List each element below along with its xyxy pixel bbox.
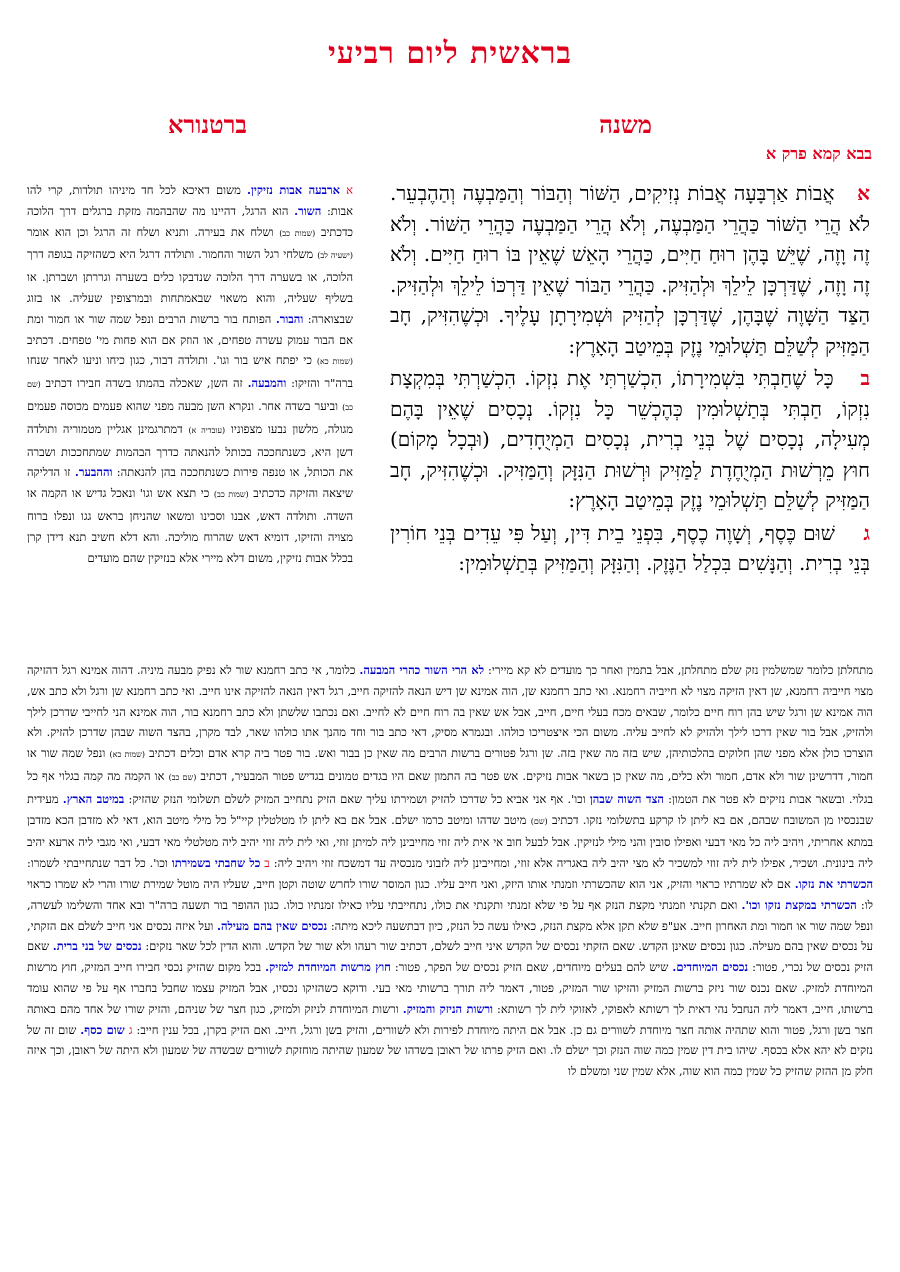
commentary-text: הפותח בור ברשות הרבים ונפל שמה שור או חמור ומת אם הבור עמוק עשרה טפחים, או הוזק אם הוא פחות מי' טפחים. דכתיב xyxy=(27,311,353,347)
commentary-text: שאם הזיק נכסים של נכרי, פטור: xyxy=(27,939,873,975)
commentary-text: כלומר, אי כתב רחמנא שור לא נפיק מבעה מיניה. דהוה אמינא רגל דהזיקה מצוי חייביה רחמנא, שן דאין הזיקה מצוי לא חייביה רחמנא. ואי כתב רחמנא שן, הוה אמינא שן דיש הנאה להזיקה חייב, רגל דאין הנאה להזיקה אינו חייב. ואי כתב רחמנא שן ורגל ולא כתב אש, הוה אמינא שן ורגל שיש בהן רוח חיים כלומר, שבאים מכח בעלי חיים, חייב, אבל אש שאין בה רוח חיים לא לחייב. ואם נכתבו שלשתן ולא כתב רחמנא בור, הוה אמינא הני לחייבי שדרכן לילך ולהזיק, אבל בור שאין דרכו לילך ולהזיק לא לחייב עליה. משום הכי איצטריכו כולהו. ובגמרא מסיק, דאי כתב בור וחד מהנך אתו כולהו שאר, לבד מקרן, בהצד השוה שבהן שדרכן להזיק. ולא הוצרכו כולן אלא מפני שהן חלוקים בהלכותיהן, שיש בזה מה שאין בזה. שן ורגל פטורים ברשות הרבים מה שאין כן בבור ואש. בור פטר ביה קרא אדם וכלים דכתיב xyxy=(27,663,873,761)
mishna-number: א xyxy=(857,181,870,205)
commentary-text: וביער בשדה אחר. ונקרא השן מבעה מפני שהוא פעמים מכוסה פעמים מגולה, מלשון נבעו מצפוניו xyxy=(27,398,353,436)
commentary-text: מעידית שבנכסיו מן המשובח שבהם, אם בא ליתן לו קרקע בתשלומי נזקו. דכתיב xyxy=(27,791,873,827)
verse-reference: (ישעיה לב) xyxy=(317,251,353,261)
commentary-text: שיש להם בעלים מיוחדים, שאם הזיק נכסים של הפקר, פטור: xyxy=(390,960,673,975)
verse-reference: (שמות כא) xyxy=(109,750,145,760)
dibur-hamatchil: השור. xyxy=(294,203,322,218)
dibur-hamatchil: שום כסף. xyxy=(80,1022,125,1037)
dibur-hamatchil: נכסים שאין בהם מעילה. xyxy=(216,918,328,933)
mishna-paragraph xyxy=(390,178,870,361)
commentary-text: ונפל שמה שור או חמור, דדרשינן שור ולא אדם, חמור ולא כלים, מה שאין כן בשאר אבות נזיקים. אש פטר בה התמון שאם היו בגדים טמונים בגדיש פטור המבעיר, דכתיב xyxy=(27,746,873,783)
verse-reference: (שם) xyxy=(530,816,548,826)
verse-reference: (עובדיה א) xyxy=(188,425,226,435)
dibur-hamatchil: נכסים של בני ברית. xyxy=(52,939,142,954)
dibur-hamatchil: ורשות הניזק והמזיק. xyxy=(402,1001,493,1016)
mishna-text: שׁוּם כֶּסֶף, וְשָׁוֶה כֶסֶף, בִּפְנֵי בֵית דִּין, וְעַל פִּי עֵדִים בְּנֵי חוֹרִין בְּנֵי בְרִית. וְהַנָּשִׁים בִּכְלַל הַנֶּזֶק. וְהַנִּזָּק וְהַמַּזִּיק בְּתַשְׁלוּמִין: xyxy=(390,520,870,575)
mishna-text: אֲבוֹת אַרְבָּעָה אֲבוֹת נְזִיקִים, הַשּׁוֹר וְהַבּוֹר וְהַמַּבְעֶה וְהַהֶבְעֵר. לֹא הֲרֵי הַשּׁוֹר כַּהֲרֵי הַמַּבְעֶה, וְלֹא הֲרֵי הַמַּבְעֶה כַּהֲרֵי הַשּׁוֹר. וְלֹא זֶה וָזֶה, שֶׁיֵּשׁ בָּהֶן רוּחַ חַיִּים, כַּהֲרֵי הָאֵשׁ שֶׁאֵין בּוֹ רוּחַ חַיִּים. וְלֹא זֶה וָזֶה, שֶׁדַּרְכָּן לֵילֵךְ וּלְהַזִּיק. כַּהֲרֵי הַבּוֹר שֶׁאֵין דַּרְכּוֹ לֵילֵךְ וּלְהַזִּיק. הַצַּד הַשָּׁוֶה שֶׁבָּהֶן, שֶׁדַּרְכָּן לְהַזִּיק וּשְׁמִירָתָן עָלֶיךָ. וּכְשֶׁהִזִּיק, חָב הַמַּזִּיק לְשַׁלֵּם תַּשְׁלוּמֵי נֶזֶק בְּמֵיטַב הָאָרֶץ: xyxy=(390,181,870,358)
commentary-text: זו הדליקה שיצאה והזיקה כדכתיב xyxy=(27,465,353,501)
verse-reference: (שם כב) xyxy=(27,380,353,412)
mishna-number-ref: א xyxy=(339,183,353,197)
commentary-text: מיטב שדהו ומיטב כרמו ישלם. אבל אם בא ליתן לו מטלטלין קיי"ל כל מילי מיטב הוא, דאי לא מזדבן הכא מזדבן במתא אחריתי, ויהיב ליה כל מאי דבעי ואפילו סובין והני מילי לנזיקין. אבל לבעל חוב אי אית ליה זוזי מחייבינן ליה למיתן זוזי, ואי לית ליה זוזי יהיב ליה מטלטלי מאי דבעי, ואי מגבי ליה ארעא יהיב ליה בינונית. ושכיר, אפילו לית ליה זוזי למשכיר לא מצי יהיב ליה באגריה אלא זוזי, ומחייבינן ליה לזבוני מנכסיה עד דמשכח זוזי ויהיב ליה: xyxy=(27,812,873,871)
mishna-number-ref: ג xyxy=(124,1022,133,1037)
bartenura-continuation xyxy=(27,660,873,1255)
dibur-hamatchil: ארבעה אבות נזיקין. xyxy=(247,183,340,197)
mishna-number: ב xyxy=(860,366,870,390)
commentary-text: בכל מקום שהזיק נכסי חבירו חייב המזיק, חוץ מרשות המיוחדת למזיק. שאם נכנס שור ניזק ברשות המזיק והזיקו שור המזיק, פטור, דאמר ליה תורך ברשותי מאי בעי. ודוקא כשהזיקו נכסיו, אבל המזיק עצמו שחבל בחברו אף על פי שהוא עומד ברשותו, חייב, דאמר ליה הנחבל נהי דאית לך רשותא לאפוקי, לאזוקי לית לך רשותא: xyxy=(27,960,873,1016)
dibur-hamatchil: והבור. xyxy=(275,311,304,326)
mishna-number: ג xyxy=(863,520,870,545)
commentary-text: וכו'. אף אני אביא כל שדרכו להזיק ושמירתו עליך שאם הזיק נתחייב המזיק לשלם תשלומי הנזק שהזיק: xyxy=(124,791,590,806)
commentary-text: מתחלתן כלומר שמשלמין נזק שלם מתחלתן, אבל בתמין ואחר כך מועדים לא קא מיירי: xyxy=(484,663,873,677)
dibur-hamatchil: וההבער. xyxy=(74,465,113,480)
bartenura-heading: ברטנורא xyxy=(168,110,247,139)
mishna-paragraph xyxy=(390,518,870,579)
commentary-text: כי יפתח איש בור וגו'. ותולדה דבור, כגון כיחו וניעו לאחר שנחו ברה"ר והזיקו: xyxy=(27,353,353,391)
mishna-paragraph xyxy=(390,363,870,516)
dibur-hamatchil: כל שחבתי בשמירתו xyxy=(171,856,261,871)
mishna-number-ref: ב xyxy=(260,856,270,871)
commentary-text: ורשות המיוחדת לניזק ולמזיק, כגון חצר של שניהם, והזיק שורו של אחד מהם באותה חצר בשן ורגל, פטור והוא שתהיה אותה חצר מיוחדת לשוורים גם כן. אבל אם היתה מיוחדת לפירות ולא לשוורים, והזיק בשן ורגל, חייב. ואם הזיק בקרן, בכל ענין חייב: xyxy=(27,1001,873,1037)
dibur-hamatchil: הכשרתי את נזקו. xyxy=(794,876,873,891)
commentary-text: משלחי רגל השור והחמור. ותולדה דרגל היא כשהזיקה בגופה דרך הלוכה, או בשערה דרך הלוכה שנדבקו כלים בשערה וגררתן ושברתן. או בשליף שעליה, והוא משאוי שבאמתחות ובמרצופין שעליה. או בזוג שבצוארה: xyxy=(27,247,353,326)
mishna-heading: משנה xyxy=(599,110,652,139)
page-title: בראשית ליום רביעי xyxy=(328,36,572,71)
commentary-text: משום דאיכא לכל חד מיניהו תולדות, קרי להו אבות: xyxy=(27,183,353,218)
verse-reference: (שמות כב) xyxy=(213,490,249,500)
dibur-hamatchil: לא הרי השור כהרי המבעה. xyxy=(359,663,485,677)
dibur-hamatchil: חוץ מרשות המיוחדת למזיק. xyxy=(265,960,391,975)
mishna-column xyxy=(390,178,870,666)
commentary-text: שום זה של נזקים לא יהא אלא בכסף. שיהו בית דין שמין כמה שוה הנזק וכך ישלם לו. ואם הזיק פרתו של ראובן בשדהו של שמעון שהיתה מוחזקת לשוורים שבשדה של שמעון ולא היתה של ראובן, וכך איזה חלק מן ההזק שהזיק כל שמין כמה הוא שוה, אלא שמין שני ומשלם לו xyxy=(27,1022,873,1079)
verse-reference: (שמות כא) xyxy=(316,357,353,367)
commentary-text: הוא הרגל, דהיינו מה שהבהמה מזקת ברגלים דרך הלוכה כדכתיב xyxy=(27,203,353,239)
commentary-text: זה השן, שאכלה בהמתו בשדה חבירו דכתיב xyxy=(40,376,248,391)
commentary-text: ואם תקנתי וזמנתי מקצת הנזק אף על פי שלא זמנתי ותקנתי את כולו, נתחייבתי עליו כאילו זמנתיו כולו. כגון ההופר בור תשעה ברה"ר ובא אחד והשלימו לעשרה, ונפל שמה שור או חמור ומת האחרון חייב. אע"פ שלא תקן אלא מקצת הנזק, כאילו עשה כל הנזק, כיון דבתשעה ליכא מיתה: xyxy=(27,897,873,933)
bartenura-column xyxy=(27,180,353,658)
commentary-text: ושלח את בעירה. ותניא ושלח זה הרגל וכן הוא אומר xyxy=(27,224,280,239)
commentary-text: או הקמה מה קמה בגלוי אף כל בגלוי. ובשאר אבות נזיקים לא פטר את הטמון: xyxy=(27,768,873,806)
commentary-text: אם לא שמרתיו כראוי והזיק, אני הוא שהכשרתי וזמנתי אותו היזק, ואני חייב עליו. כגון המוסר שורו לחרש שוטה וקטן חייב, שעליו היה מוטל שמירת שורו והרי לא שמרו כראוי לו: xyxy=(27,876,873,912)
commentary-text: ועל איזה נכסים אני חייב לשלם אם הזקתי, על נכסים שאין בהם מעילה. כגון נכסים שאינן הקדש. שאם הזקתי נכסים של הקדש איני חייב לשלם, דכתיב שור רעהו ולא שור של הקדש. והוא הדין לכל שאר נזקים: xyxy=(27,918,873,954)
dibur-hamatchil: הצד השוה שבהן xyxy=(589,791,664,806)
dibur-hamatchil: והמבעה. xyxy=(247,376,287,391)
chapter-label: בבא קמא פרק א xyxy=(765,144,872,163)
commentary-text: וכו'. כל דבר שנתחייבתי לשמרו: xyxy=(27,856,172,871)
mishna-text: כָּל שֶׁחַבְתִּי בִּשְׁמִירָתוֹ, הִכְשַׁרְתִּי אֶת נִזְקוֹ. הִכְשַׁרְתִּי בְּמִקְצָת נִזְקוֹ, חַבְתִּי בְּתַשְׁלוּמִין כְּהֶכְשֵׁר כָּל נִזְקוֹ. נְכָסִים שֶׁאֵין בָּהֶם מְעִילָה, נְכָסִים שֶׁל בְּנֵי בְרִית, נְכָסִים הַמְיֻחָדִים, (וּבְכָל מָקוֹם) חוּץ מֵרְשׁוּת הַמְיֻחֶדֶת לַמַּזִּיק וּרְשׁוּת הַנִּזָּק וְהַמַּזִּיק. וּכְשֶׁהִזִּיק, חָב הַמַּזִּיק לְשַׁלֵּם תַּשְׁלוּמֵי נֶזֶק בְּמֵיטַב הָאָרֶץ: xyxy=(390,366,870,512)
dibur-hamatchil: נכסים המיוחדים. xyxy=(672,960,749,975)
commentary-text: כי תצא אש וגו' ונאכל גדיש או הקמה או השדה. ותולדה דאש, אבנו וסכינו ומשאו שהניחן בראש גגו ונפלו ברוח מצויה והזיקו, דומיא דאש שהרוח מוליכה. והא דלא חשיב תנא דידן קרן בכלל אבות נזיקין, משום דלא מיירי אלא בנזיקין שהם מועדים xyxy=(27,486,353,565)
dibur-hamatchil: הכשרתי במקצת נזקו וכו'. xyxy=(741,897,857,912)
commentary-text: דמתרגמינן אגליין מטמוריה ותולדה דשן היא, כשנתחככה בכותל להנאתה כדרך הבהמות שמתחככות ושברה את הכותל, או טנפה פירות כשנתחככה בהן להנאתה: xyxy=(27,421,353,480)
verse-reference: (שם כב) xyxy=(168,772,197,782)
verse-reference: (שמות כב) xyxy=(279,228,316,238)
dibur-hamatchil: במיטב הארץ. xyxy=(62,791,125,806)
